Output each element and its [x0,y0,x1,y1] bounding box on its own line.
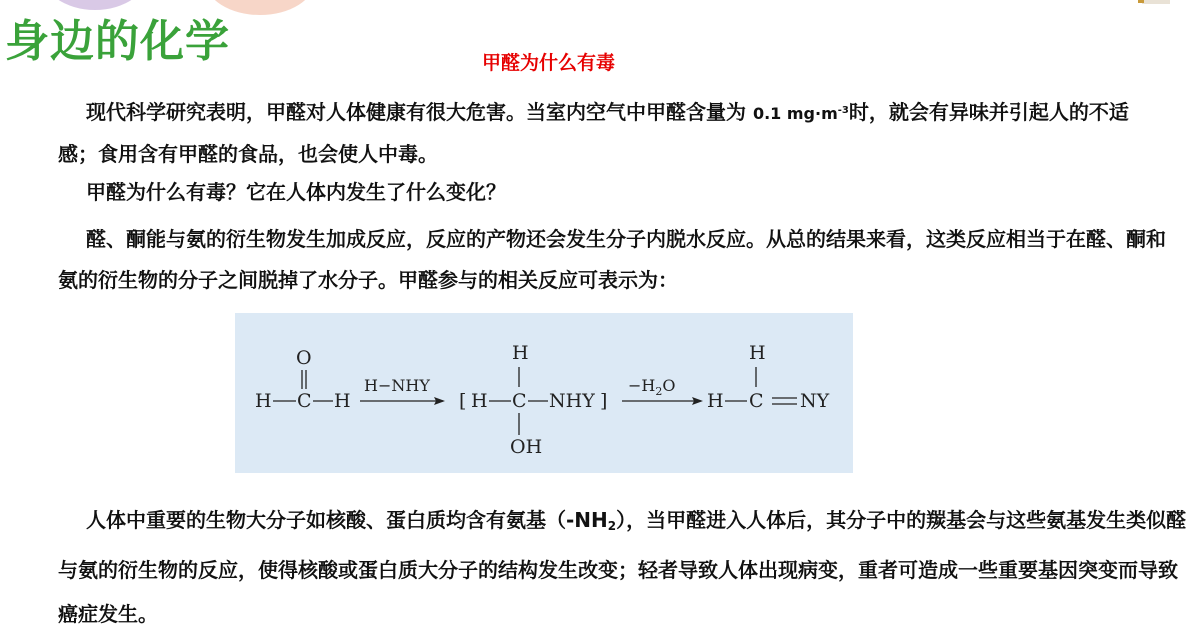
paragraph-conclusion-text-a: 人体中重要的生物大分子如核酸、蛋白质均含有氨基（-NH [86,508,608,532]
step1-reagent: H−NHY [364,376,430,395]
paragraph-conclusion-text-b: ），当甲醛进入人体后，其分子中的羰基会与这些氨基发生类似醛与氨的衍生物的反应，使得核酸或蛋白质大分子的结构发生改变；轻者导致人体出现病变，重者可造成一些重要基因突变而导致癌症发生。 [58,508,1187,626]
section-title: 身边的化学 [5,16,230,67]
formaldehyde-c: C [297,390,312,412]
intermediate-nhy: NHY [549,390,595,412]
reaction-diagram [235,313,853,473]
product-c: C [749,390,764,412]
intermediate-h-top: H [512,342,529,364]
intermediate-bracket-close: ] [600,390,608,412]
paragraph-explanation: 醛、酮能与氨的衍生物发生加成反应，反应的产物还会发生分子内脱水反应。从总的结果来看，这类反应相当于在醛、酮和氨的衍生物的分子之间脱掉了水分子。甲醛参与的相关反应可表示为： [58,227,1166,292]
paragraph-intro-text-a: 现代科学研究表明，甲醛对人体健康有很大危害。当室内空气中甲醛含量为 [86,100,753,124]
paragraph-intro-text-b: 时，就会有异味并引起人的不适感；食用含有甲醛的食品，也会使人中毒。 [58,100,1129,166]
intermediate-oh: OH [510,436,543,458]
decorative-circle-purple [40,0,150,10]
formaldehyde-o: O [296,347,312,369]
formaldehyde-h-right: H [334,390,351,412]
paragraph-question: 甲醛为什么有毒？它在人体内发生了什么变化？ [86,180,506,204]
intermediate-c: C [512,390,527,412]
decorative-dot [1138,0,1144,3]
product-h-left: H [707,390,724,412]
reaction-equation [235,313,853,473]
concentration-unit: 0.1 $mg\cdot m^{-3}$ [752,104,849,123]
intermediate-h-left: H [471,390,488,412]
page-title: 甲醛为什么有毒 [482,52,616,74]
intermediate-bracket-open: [ [459,390,467,412]
decorative-bar [1142,0,1170,4]
product-ny: NY [800,390,830,412]
product-h-top: H [749,342,766,364]
amino-subscript: 2 [607,519,617,533]
paragraph-conclusion [58,498,1188,636]
paragraph-intro [58,90,1168,175]
formaldehyde-h-left: H [255,390,272,412]
step2-reagent: $-H_2O$ [628,376,676,398]
decorative-circle-peach [205,0,315,15]
